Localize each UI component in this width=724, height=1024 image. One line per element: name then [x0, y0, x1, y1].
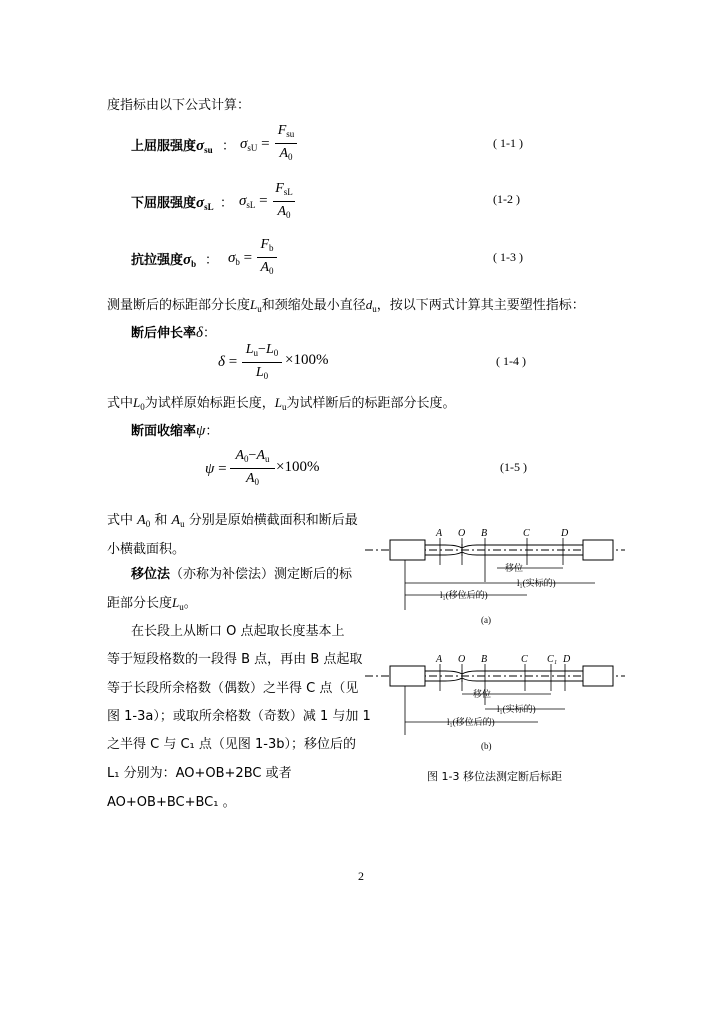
formula-5-lhs: ψ =	[205, 461, 227, 477]
figure-a-label-a: A	[436, 528, 443, 539]
figure-a-label-o: O	[458, 528, 466, 539]
figure-a-dim-shift: 移位	[505, 563, 524, 573]
formula-1-colon: ：	[222, 139, 236, 154]
formula-4-times: ×100%	[285, 352, 329, 368]
measure-text: 测量断后的标距部分长度$L_u$和颈缩处最小直径$d_u$，按以下两式计算其主要塑性指标：	[107, 297, 585, 314]
body-line-5: 在长段上从断口 O 点起取长度基本上	[131, 624, 345, 639]
formula-3-number: ( 1-3 )	[493, 250, 523, 264]
formula-1-number: ( 1-1 )	[493, 136, 523, 150]
figure-b	[365, 654, 625, 751]
figure-a-label-d: D	[561, 528, 569, 539]
formula-3-colon: ：	[205, 253, 219, 268]
figure-b-tag: (b)	[481, 741, 492, 751]
formula-1-label: 上屈服强度$\sigma_{su}$	[131, 138, 213, 155]
formula-5-times: ×100%	[276, 459, 320, 475]
formula-2-fraction: $F_{sL}$ $A_0$	[273, 181, 295, 223]
figure-a-label-b: B	[481, 528, 488, 539]
note-1: 式中$L_0$为试样原始标距长度，$L_u$为试样断后的标距部分长度。	[107, 395, 456, 412]
figure-b-label-c1: C₁	[547, 654, 558, 665]
formula-1-fraction: $F_{su}$ $A_0$	[275, 123, 297, 165]
formula-3-label: 抗拉强度$\sigma_b$	[131, 252, 197, 269]
figure-b-label-o: O	[458, 654, 466, 665]
formula-3-fraction: $F_b$ $A_0$	[257, 237, 277, 279]
figure-1-3	[365, 520, 627, 760]
formula-5-number: (1-5 )	[500, 460, 527, 474]
intro-text: 度指标由以下公式计算：	[107, 98, 251, 113]
body-line-6: 等于短段格数的一段得 B 点，再由 B 点起取	[107, 652, 363, 667]
formula-2-lhs: $\sigma_{sL}$ =	[239, 193, 268, 210]
figure-b-label-a: A	[436, 654, 443, 665]
formula-2-number: (1-2 )	[493, 192, 520, 206]
formula-1-lhs: $\sigma_{sU}$ =	[240, 136, 270, 153]
figure-a-tag: (a)	[481, 615, 491, 625]
body-line-2: 小横截面积。	[107, 542, 186, 557]
formula-4-lhs: δ =	[218, 354, 238, 370]
body-line-11: AO+OB+BC+BC₁ 。	[107, 795, 236, 810]
figure-a	[365, 528, 625, 625]
formula-4-number: ( 1-4 )	[496, 354, 526, 368]
body-line-1: 式中 $A_0$ 和 $A_u$ 分别是原始横截面积和断后最	[107, 513, 358, 529]
figure-b-dim-shift: 移位	[473, 689, 492, 699]
figure-b-label-b: B	[481, 654, 488, 665]
figure-a-dim-l1-actual: l₁(实标的)	[517, 578, 556, 588]
formula-2-colon: ：	[220, 196, 234, 211]
formula-4-label: 断后伸长率δ：	[131, 325, 217, 341]
body-line-10: L₁ 分别为：AO+OB+2BC 或者	[107, 766, 292, 781]
figure-b-dim-l1-shifted: l₁(移位后的)	[447, 717, 495, 727]
body-line-8: 图 1-3a）；或取所余格数（奇数）减 1 与加 1	[107, 709, 371, 724]
figure-b-label-d: D	[563, 654, 571, 665]
figure-b-dim-l1-actual: l₁(实标的)	[497, 704, 536, 714]
body-line-4: 距部分长度$L_u$。	[107, 595, 197, 612]
formula-4-fraction: $L_u-L_0$ $L_0$	[242, 342, 282, 384]
page-number: 2	[358, 869, 364, 883]
formula-2-label: 下屈服强度$\sigma_{sL}$	[131, 195, 214, 212]
formula-5-label: 断面收缩率ψ：	[131, 423, 219, 439]
body-line-7: 等于长段所余格数（偶数）之半得 C 点（见	[107, 681, 359, 696]
formula-5-fraction: $A_0-A_u$ $A_0$	[230, 448, 275, 490]
formula-3-lhs: $\sigma_b$ =	[228, 250, 253, 267]
figure-a-label-c: C	[523, 528, 530, 539]
figure-caption: 图 1-3 移位法测定断后标距	[427, 770, 562, 783]
body-line-3: 移位法（亦称为补偿法）测定断后的标	[131, 567, 353, 582]
body-line-9: 之半得 C 与 C₁ 点（见图 1-3b）；移位后的	[107, 737, 357, 752]
figure-a-dim-l1-shifted: l₁(移位后的)	[440, 590, 488, 600]
figure-b-label-c: C	[521, 654, 528, 665]
